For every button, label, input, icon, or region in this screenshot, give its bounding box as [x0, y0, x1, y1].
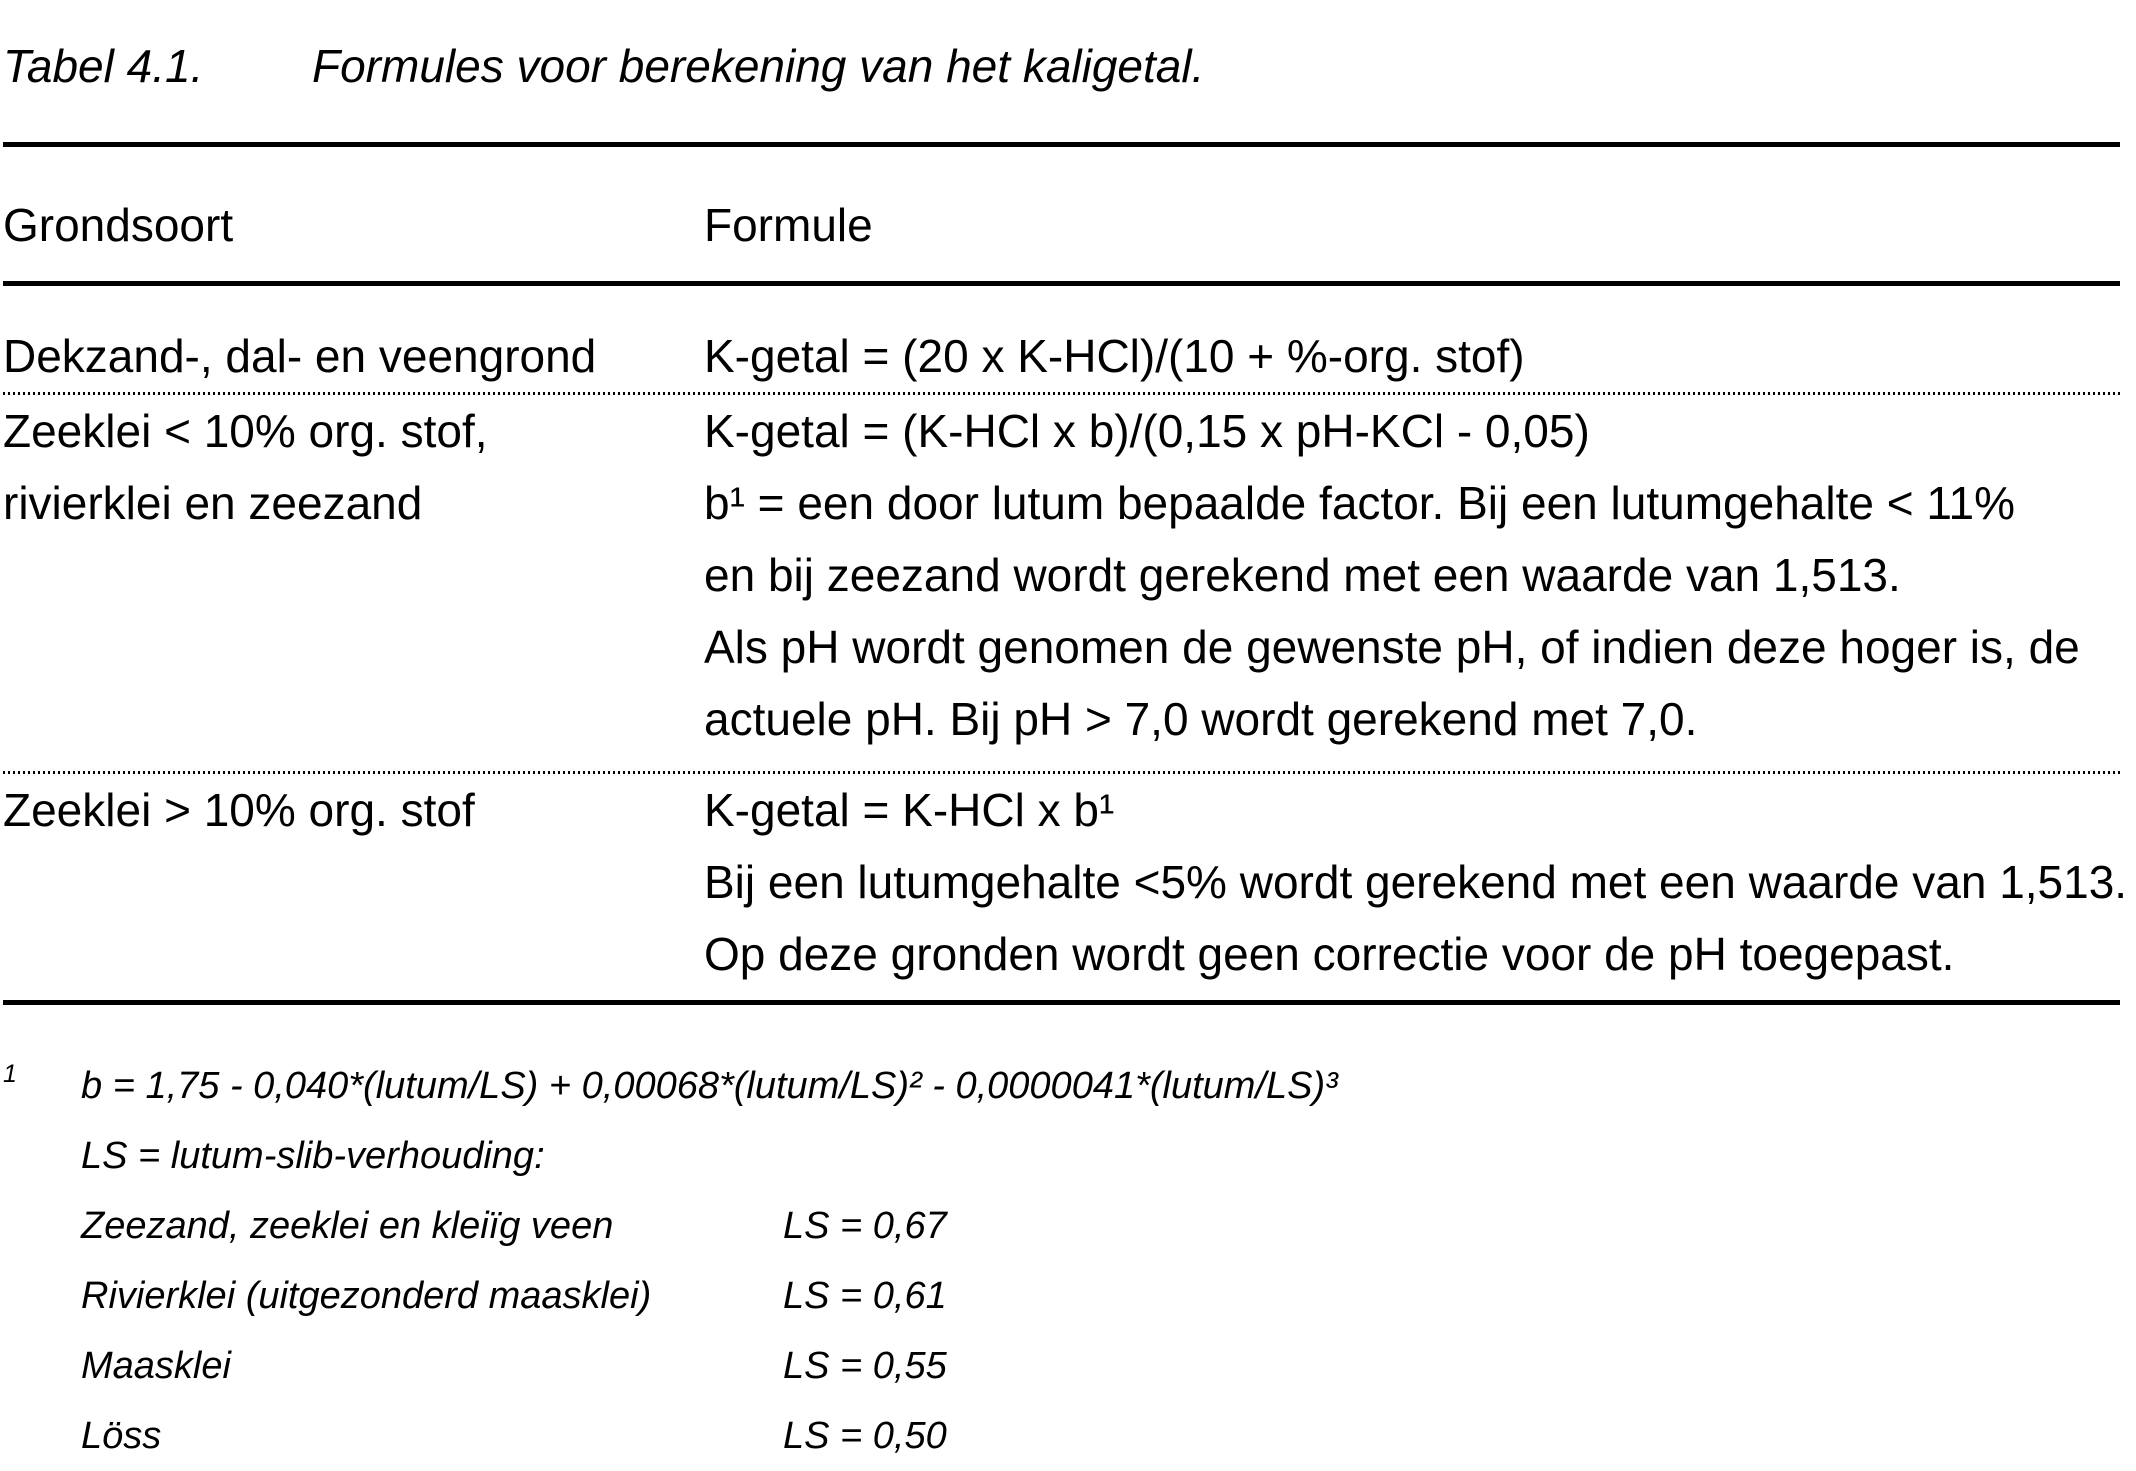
formule-cell: [704, 320, 2120, 392]
footnote-ls-item: [81, 1331, 2120, 1401]
table-caption: Formules voor berekening van het kaligetal.: [312, 40, 1205, 92]
ls-item-value: LS = 0,67: [783, 1205, 947, 1247]
formule-text: Op deze gronden wordt geen correctie voor de pH toegepast.: [704, 928, 1955, 980]
table-row-dekzand: [3, 286, 2120, 392]
table-title: [3, 0, 2120, 102]
grondsoort-text: rivierklei en zeezand: [3, 477, 423, 529]
grondsoort-cell: [3, 395, 704, 755]
grondsoort-cell: [3, 774, 704, 990]
footnote-formula-line: [3, 1039, 2120, 1121]
footnote: [3, 1005, 2120, 1471]
table-row-zeeklei-lt10: [3, 395, 2120, 771]
table-header-row: [3, 147, 2120, 281]
formule-cell: [704, 395, 2120, 755]
grondsoort-text: Zeeklei < 10% org. stof,: [3, 405, 488, 457]
grondsoort-text: Dekzand-, dal- en veengrond: [3, 330, 597, 382]
footnote-ls-item: [81, 1261, 2120, 1331]
footnote-ls-item: [81, 1191, 2120, 1261]
formule-text: b¹ = een door lutum bepaalde factor. Bij een lutumgehalte < 11%: [704, 477, 2016, 529]
footnote-marker: 1: [3, 1060, 17, 1088]
footnote-formula: b = 1,75 - 0,040*(lutum/LS) + 0,00068*(lutum/LS)² - 0,0000041*(lutum/LS)³: [81, 1065, 1338, 1107]
column-header-formule: Formule: [704, 199, 873, 251]
ls-item-value: LS = 0,55: [783, 1345, 947, 1387]
formule-cell: [704, 774, 2127, 990]
formule-text: K-getal = K-HCl x b¹: [704, 784, 1115, 836]
ls-item-label: Rivierklei (uitgezonderd maasklei): [81, 1275, 652, 1317]
table-row-zeeklei-gt10: [3, 774, 2128, 1000]
formule-text: K-getal = (20 x K-HCl)/(10 + %-org. stof): [704, 330, 1525, 382]
grondsoort-cell: [3, 320, 704, 392]
ls-item-label: Zeezand, zeeklei en kleiïg veen: [81, 1205, 614, 1247]
formule-text: K-getal = (K-HCl x b)/(0,15 x pH-KCl - 0,05): [704, 405, 1590, 457]
footnote-ls-item: [81, 1401, 2120, 1471]
footnote-ls-definition: LS = lutum-slib-verhouding:: [81, 1135, 545, 1177]
formule-text: Als pH wordt genomen de gewenste pH, of indien deze hoger is, de: [704, 621, 2080, 673]
ls-item-label: Löss: [81, 1415, 162, 1457]
table-number: Tabel 4.1.: [3, 40, 204, 92]
ls-item-value: LS = 0,61: [783, 1275, 947, 1317]
ls-item-label: Maasklei: [81, 1345, 231, 1387]
formule-text: actuele pH. Bij pH > 7,0 wordt gerekend met 7,0.: [704, 693, 1698, 745]
grondsoort-text: Zeeklei > 10% org. stof: [3, 784, 475, 836]
formule-text: Bij een lutumgehalte <5% wordt gerekend met een waarde van 1,513.: [704, 856, 2128, 908]
ls-item-value: LS = 0,50: [783, 1415, 947, 1457]
column-header-grondsoort: Grondsoort: [3, 199, 234, 251]
formule-text: en bij zeezand wordt gerekend met een waarde van 1,513.: [704, 549, 1901, 601]
